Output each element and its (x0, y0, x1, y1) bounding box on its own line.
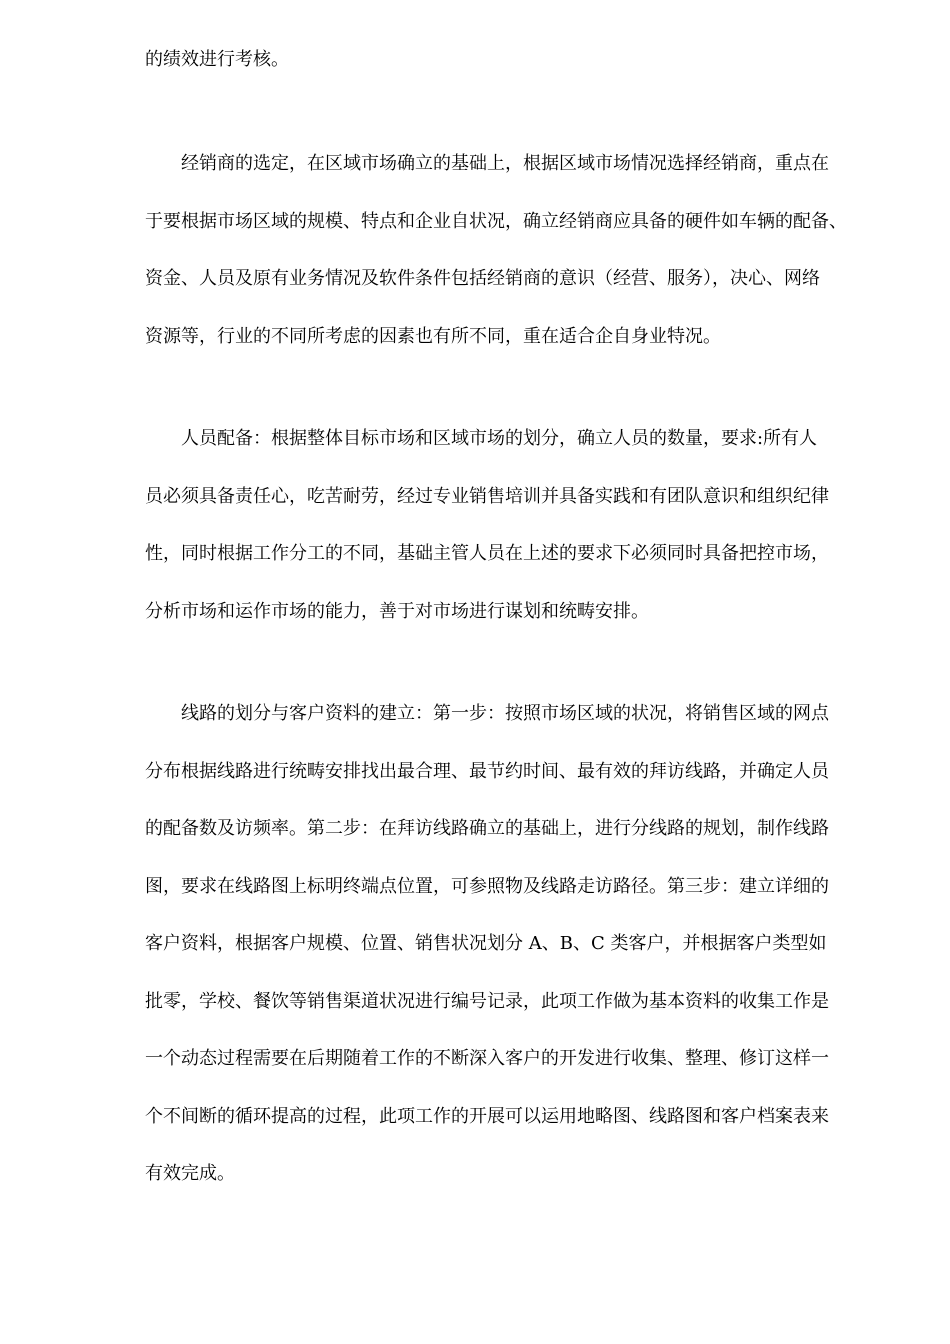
paragraph-line: 个不间断的循环提高的过程，此项工作的开展可以运用地略图、线路图和客户档案表来 (145, 1106, 829, 1127)
paragraph-line: 批零，学校、餐饮等销售渠道状况进行编号记录，此项工作做为基本资料的收集工作是 (145, 991, 829, 1012)
paragraph-line: 分析市场和运作市场的能力，善于对市场进行谋划和统畴安排。 (145, 601, 649, 622)
paragraph-line: 于要根据市场区域的规模、特点和企业自状况，确立经销商应具备的硬件如车辆的配备、 (145, 211, 847, 232)
paragraph-line: 分布根据线路进行统畴安排找出最合理、最节约时间、最有效的拜访线路，并确定人员 (145, 761, 829, 782)
paragraph-line: 有效完成。 (145, 1163, 235, 1184)
paragraph-line: 资金、人员及原有业务情况及软件条件包括经销商的意识（经营、服务），决心、网络 (145, 268, 820, 289)
paragraph-line: 的配备数及访频率。第二步：在拜访线路确立的基础上，进行分线路的规划，制作线路 (145, 818, 829, 839)
paragraph-line: 的绩效进行考核。 (145, 49, 289, 70)
paragraph-line: 客户资料，根据客户规模、位置、销售状况划分 A、B、C 类客户，并根据客户类型如 (145, 933, 827, 954)
paragraph-line: 员必须具备责任心，吃苦耐劳，经过专业销售培训并具备实践和有团队意识和组织纪律 (145, 486, 829, 507)
paragraph-line: 线路的划分与客户资料的建立：第一步：按照市场区域的状况，将销售区域的网点 (181, 703, 829, 724)
paragraph-line: 人员配备：根据整体目标市场和区域市场的划分，确立人员的数量，要求:所有人 (181, 428, 818, 449)
paragraph-line: 图，要求在线路图上标明终端点位置，可参照物及线路走访路径。第三步：建立详细的 (145, 876, 829, 897)
paragraph-line: 资源等，行业的不同所考虑的因素也有所不同，重在适合企自身业特况。 (145, 326, 721, 347)
paragraph-line: 一个动态过程需要在后期随着工作的不断深入客户的开发进行收集、整理、修订这样一 (145, 1048, 829, 1069)
paragraph-line: 经销商的选定，在区域市场确立的基础上，根据区域市场情况选择经销商，重点在 (181, 153, 829, 174)
paragraph-line: 性，同时根据工作分工的不同，基础主管人员在上述的要求下必须同时具备把控市场， (145, 543, 829, 564)
